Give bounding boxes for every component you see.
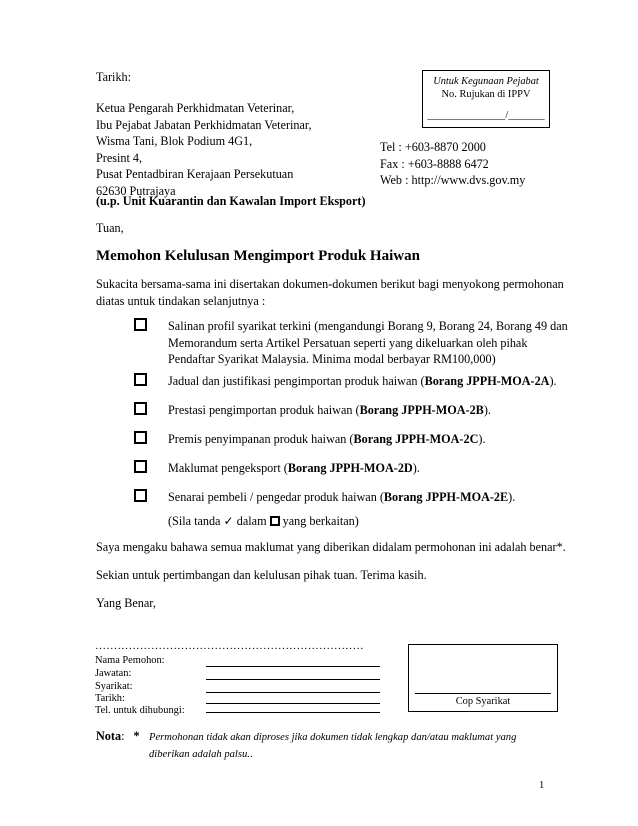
contact-tel: Tel : +603-8870 2000: [380, 140, 486, 154]
tick-note-middle: dalam: [236, 514, 267, 528]
item-form-2e: [168, 489, 515, 506]
office-ref-blank: _______________/_______: [427, 110, 545, 121]
sign-off: Yang Benar,: [96, 596, 156, 610]
note-line: Permohonan tidak akan diproses jika dokumen tidak lengkap dan/atau maklumat yang: [149, 732, 517, 743]
item-text: Maklumat pengeksport (: [168, 461, 288, 475]
address-line: Wisma Tani, Blok Podium 4G1,: [96, 134, 253, 149]
tick-icon: ✓: [223, 514, 234, 528]
intro-line: Sukacita bersama-sama ini disertakan dokumen-dokumen berikut bagi menyokong permohonan: [96, 277, 564, 291]
tick-instruction: [168, 513, 359, 530]
contact-fax: Fax : +603-8888 6472: [380, 156, 489, 171]
note-colon: :: [121, 729, 125, 743]
position-label: Jawatan:: [95, 668, 132, 679]
address-line: Ibu Pejabat Jabatan Perkhidmatan Veterinar,: [96, 117, 312, 132]
subject-title: Memohon Kelulusan Mengimport Produk Haiwan: [96, 248, 420, 264]
item-text: Premis penyimpanan produk haiwan (: [168, 432, 354, 446]
item-suffix: ).: [508, 490, 516, 504]
note-line: diberikan adalah palsu.: [149, 749, 250, 760]
item-text: Jadual dan justifikasi pengimportan produk haiwan (: [168, 374, 425, 388]
form-code: Borang JPPH-MOA-2E: [383, 490, 509, 504]
checkbox-2a[interactable]: [134, 373, 147, 386]
item-form-2a: [168, 373, 557, 390]
item-text: Senarai pembeli / pengedar produk haiwan (: [168, 490, 384, 504]
form-code: Borang JPPH-MOA-2A: [424, 374, 550, 388]
item-line: Memorandum serta Artikel Persatuan seperti yang dikeluarkan oleh pihak: [168, 335, 528, 350]
item-form-2b: [168, 402, 491, 419]
item-line: Salinan profil syarikat terkini (mengandungi Borang 9, Borang 24, Borang 49 dan: [168, 319, 568, 333]
stamp-line: [415, 693, 551, 694]
date-field[interactable]: [206, 703, 380, 704]
note-trail: .: [249, 749, 253, 760]
checkbox-2d[interactable]: [134, 460, 147, 473]
checkbox-2b[interactable]: [134, 402, 147, 415]
applicant-name-label: Nama Pemohon:: [95, 655, 165, 666]
phone-label: Tel. untuk dihubungi:: [95, 705, 185, 716]
item-form-2c: [168, 431, 486, 448]
signature-dots: ………………………………………………………………: [95, 640, 364, 652]
checkbox-2e[interactable]: [134, 489, 147, 502]
declaration: Saya mengaku bahawa semua maklumat yang diberikan didalam permohonan ini adalah benar*.: [96, 540, 566, 554]
address-line: Presint 4,: [96, 150, 143, 165]
address-line: Pusat Pentadbiran Kerajaan Persekutuan: [96, 167, 294, 182]
form-code: Borang JPPH-MOA-2C: [353, 432, 479, 446]
checkbox-2c[interactable]: [134, 431, 147, 444]
contact-web: Web : http://www.dvs.gov.my: [380, 173, 526, 188]
item-suffix: ).: [412, 461, 420, 475]
intro-paragraph: [96, 276, 564, 309]
office-use-title: Untuk Kegunaan Pejabat: [433, 76, 539, 87]
item-form-2d: [168, 460, 420, 477]
form-code: Borang JPPH-MOA-2D: [287, 461, 413, 475]
contact-block: [380, 139, 525, 189]
tick-note-suffix: yang berkaitan): [282, 514, 359, 528]
note-star: *: [133, 729, 140, 743]
applicant-name-field[interactable]: [206, 666, 380, 667]
note-text: [149, 729, 516, 763]
tick-note-prefix: (Sila tanda: [168, 514, 221, 528]
date-field-label: Tarikh:: [95, 693, 125, 704]
stamp-label: Cop Syarikat: [455, 696, 511, 707]
item-line: Pendaftar Syarikat Malaysia. Minima modal berbayar RM100,000): [168, 352, 496, 367]
office-ref-label: No. Rujukan di IPPV: [441, 89, 531, 100]
checkbox-icon: [270, 516, 280, 526]
item-company-profile: [168, 318, 568, 368]
item-suffix: ).: [483, 403, 491, 417]
closing-line: Sekian untuk pertimbangan dan kelulusan pihak tuan. Terima kasih.: [96, 568, 427, 582]
item-suffix: ).: [549, 374, 557, 388]
checkbox-profile[interactable]: [134, 318, 147, 331]
date-label: Tarikh:: [96, 70, 132, 84]
intro-line: diatas untuk tindakan selanjutnya :: [96, 293, 266, 308]
note-label: Nota: [96, 729, 122, 743]
company-field[interactable]: [206, 692, 380, 693]
salutation: Tuan,: [96, 221, 124, 235]
company-label: Syarikat:: [95, 681, 133, 692]
attention-line: (u.p. Unit Kuarantin dan Kawalan Import Eksport): [96, 194, 366, 208]
office-use-box: [422, 70, 550, 128]
item-suffix: ).: [478, 432, 486, 446]
address-line: 62630 Putrajaya: [96, 183, 176, 198]
address-line: Ketua Pengarah Perkhidmatan Veterinar,: [96, 101, 295, 115]
recipient-address: [96, 100, 312, 200]
company-stamp-box: [408, 644, 558, 712]
page-number: 1: [539, 780, 545, 791]
item-text: Prestasi pengimportan produk haiwan (: [168, 403, 360, 417]
position-field[interactable]: [206, 679, 380, 680]
note-heading: [96, 729, 140, 744]
phone-field[interactable]: [206, 712, 380, 713]
form-code: Borang JPPH-MOA-2B: [359, 403, 484, 417]
